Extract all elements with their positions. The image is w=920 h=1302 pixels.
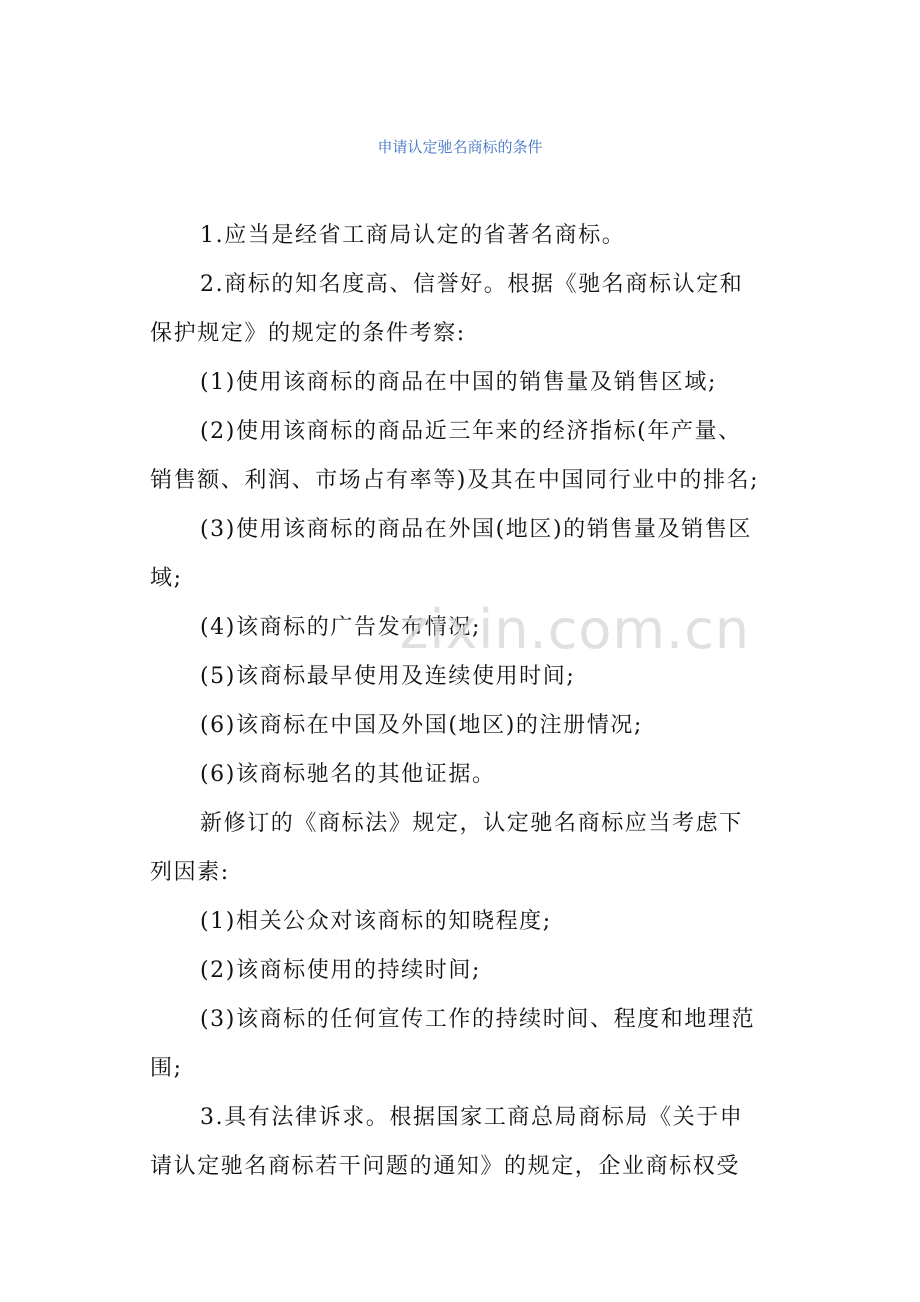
body-line: (1)相关公众对该商标的知晓程度; (200, 909, 552, 934)
body-line: (4)该商标的广告发布情况; (200, 615, 481, 640)
body-line: 列因素: (150, 860, 230, 885)
watermark-text: zixin.com.cn (400, 598, 751, 661)
body-line: (6)该商标在中国及外国(地区)的注册情况; (200, 713, 643, 738)
body-line: 围; (150, 1056, 183, 1081)
body-line: (5)该商标最早使用及连续使用时间; (200, 664, 576, 689)
body-line: (3)该商标的任何宣传工作的持续时间、程度和地理范 (200, 1007, 756, 1032)
body-line: 请认定驰名商标若干问题的通知》的规定，企业商标权受 (150, 1154, 741, 1179)
body-line: (3)使用该商标的商品在外国(地区)的销售量及销售区 (200, 517, 752, 542)
body-line: (6)该商标驰名的其他证据。 (200, 762, 496, 787)
body-line: 1.应当是经省工商局认定的省著名商标。 (200, 223, 626, 248)
body-line: (1)使用该商标的商品在中国的销售量及销售区域; (200, 370, 717, 395)
body-line: (2)使用该商标的商品近三年来的经济指标(年产量、 (200, 419, 742, 444)
body-line: 保护规定》的规定的条件考察: (150, 321, 466, 346)
body-line: 销售额、利润、市场占有率等)及其在中国同行业中的排名; (150, 468, 760, 493)
body-line: 2.商标的知名度高、信誉好。根据《驰名商标认定和 (200, 272, 744, 297)
document-title: 申请认定驰名商标的条件 (377, 138, 543, 156)
body-line: (2)该商标使用的持续时间; (200, 958, 481, 983)
body-line: 新修订的《商标法》规定，认定驰名商标应当考虑下 (200, 811, 743, 836)
body-line: 域; (150, 566, 183, 591)
document-body (150, 211, 772, 1191)
body-line: 3.具有法律诉求。根据国家工商总局商标局《关于申 (200, 1105, 744, 1130)
